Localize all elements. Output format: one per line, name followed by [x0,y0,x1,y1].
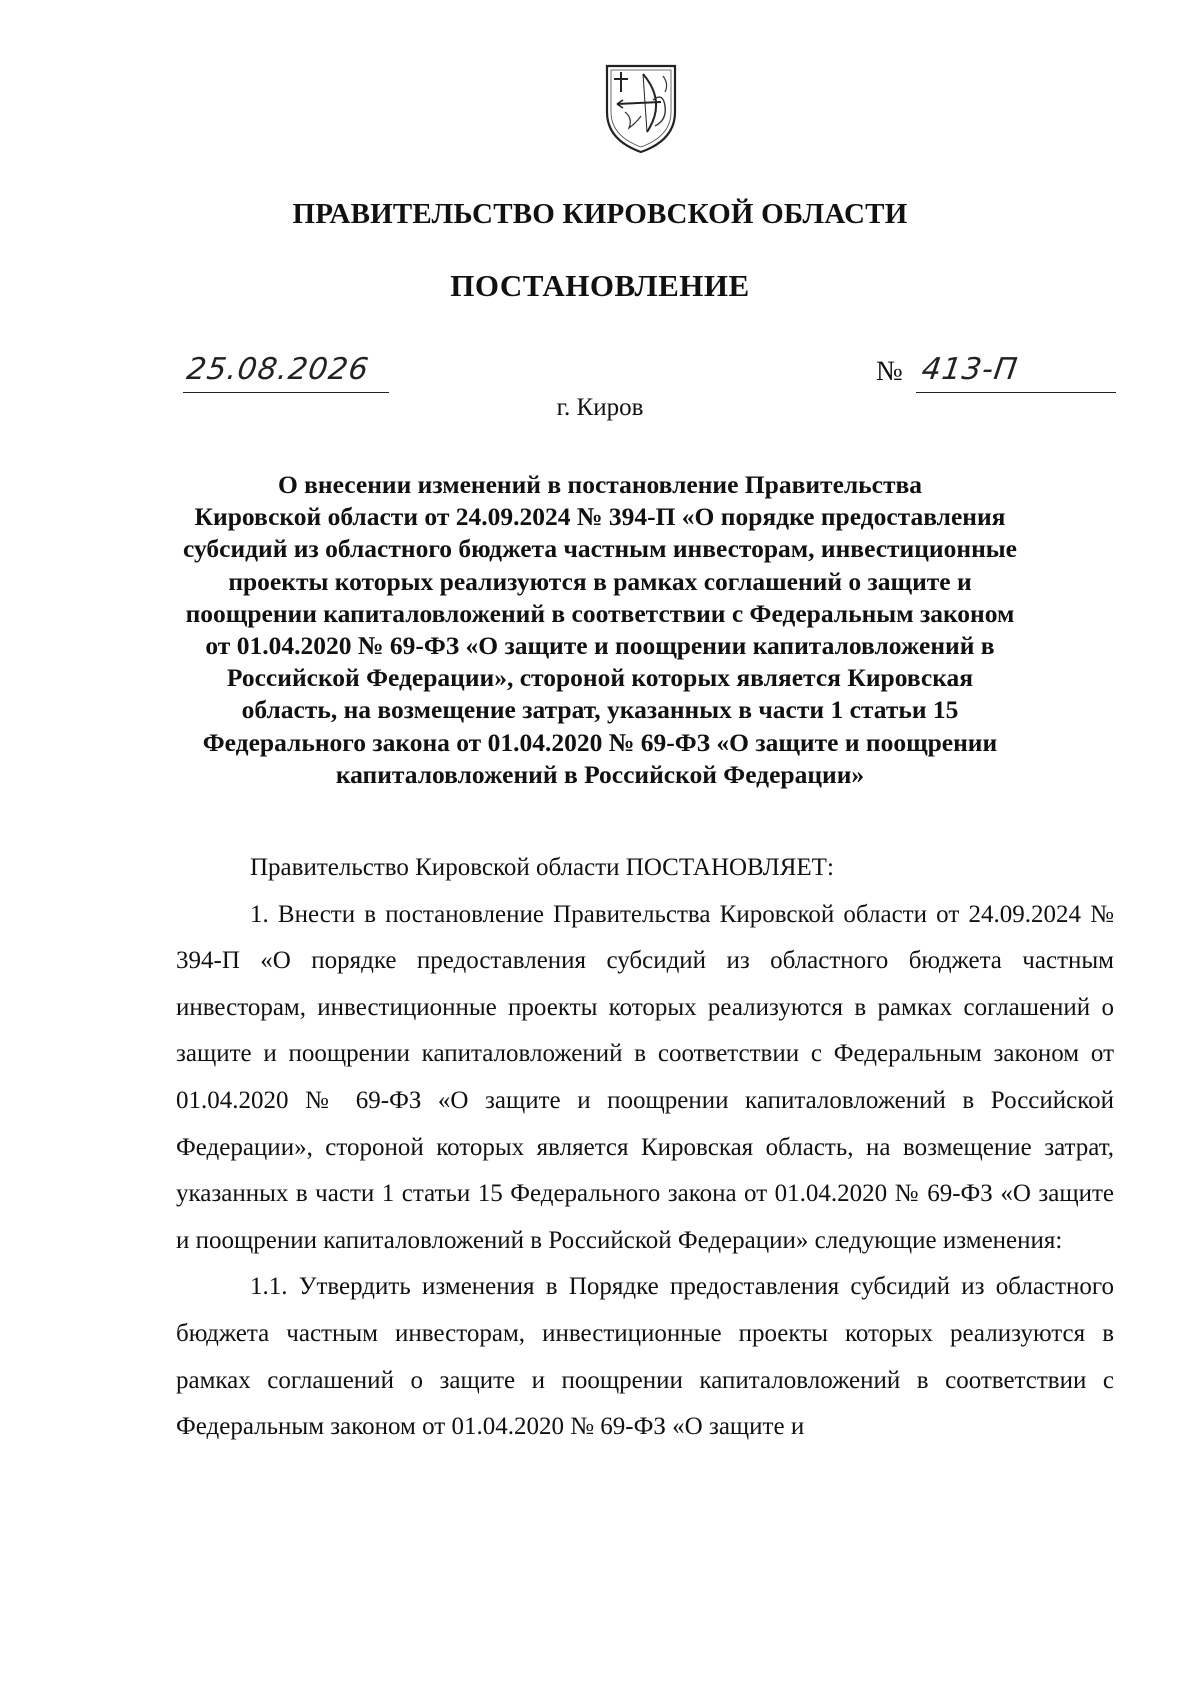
document-type-heading: ПОСТАНОВЛЕНИЕ [450,268,750,303]
subject-line: область, на возмещение затрат, указанных в части 1 статьи 15 [241,695,959,725]
document-body [176,845,1114,1451]
document-subject [150,469,1050,791]
handwritten-number: 413-П [919,352,1021,387]
subject-line: от 01.04.2020 № 69-ФЗ «О защите и поощрении капиталовложений в [205,631,995,661]
number-field [916,352,1116,393]
preamble-paragraph: Правительство Кировской области ПОСТАНОВЛЯЕТ: [250,854,834,881]
subject-line: проекты которых реализуются в рамках соглашений о защите и [228,566,972,596]
kirov-coat-of-arms-icon [603,62,679,154]
number-label: № [876,356,903,387]
paragraph-1-1: 1.1. Утвердить изменения в Порядке предоставления субсидий из областного бюджета частным инвесторам, инвестиционные проекты которых реализуются в рамках соглашений о защите и поощрении капиталовложений в соответствии с Федеральным законом от 01.04.2020 № 69-ФЗ «О защите и [176,1273,1114,1441]
subject-line: Федерального закона от 01.04.2020 № 69-ФЗ «О защите и поощрении [202,727,998,757]
subject-line: поощрении капиталовложений в соответствии с Федеральным законом [185,598,1015,628]
organization-title: ПРАВИТЕЛЬСТВО КИРОВСКОЙ ОБЛАСТИ [292,198,908,230]
handwritten-date: 25.08.2026 [184,352,372,387]
date-field [183,352,389,393]
subject-line: Российской Федерации», стороной которых является Кировская [226,663,974,693]
subject-line: О внесении изменений в постановление Правительства [277,470,923,499]
city-label: г. Киров [556,394,644,421]
subject-line: капиталовложений в Российской Федерации» [335,759,865,789]
subject-line: субсидий из областного бюджета частным инвесторам, инвестиционные [182,534,1017,564]
subject-line: Кировской области от 24.09.2024 № 394-П «О порядке предоставления [194,502,1006,532]
paragraph-1: 1. Внести в постановление Правительства Кировской области от 24.09.2024 № 394-П «О порядке предоставления субсидий из областного бюджета частным инвесторам, инвестиционные проекты которых реализуются в рамках соглашений о защите и поощрении капиталовложений в соответствии с Федеральным законом от 01.04.2020 № 69-ФЗ «О защите и поощрении капиталовложений в Российской Федерации», стороной которых является Кировская область, на возмещение затрат, указанных в части 1 статьи 15 Федерального закона от 01.04.2020 № 69-ФЗ «О защите и поощрении капиталовложений в Российской Федерации» следующие изменения: [176,900,1114,1254]
